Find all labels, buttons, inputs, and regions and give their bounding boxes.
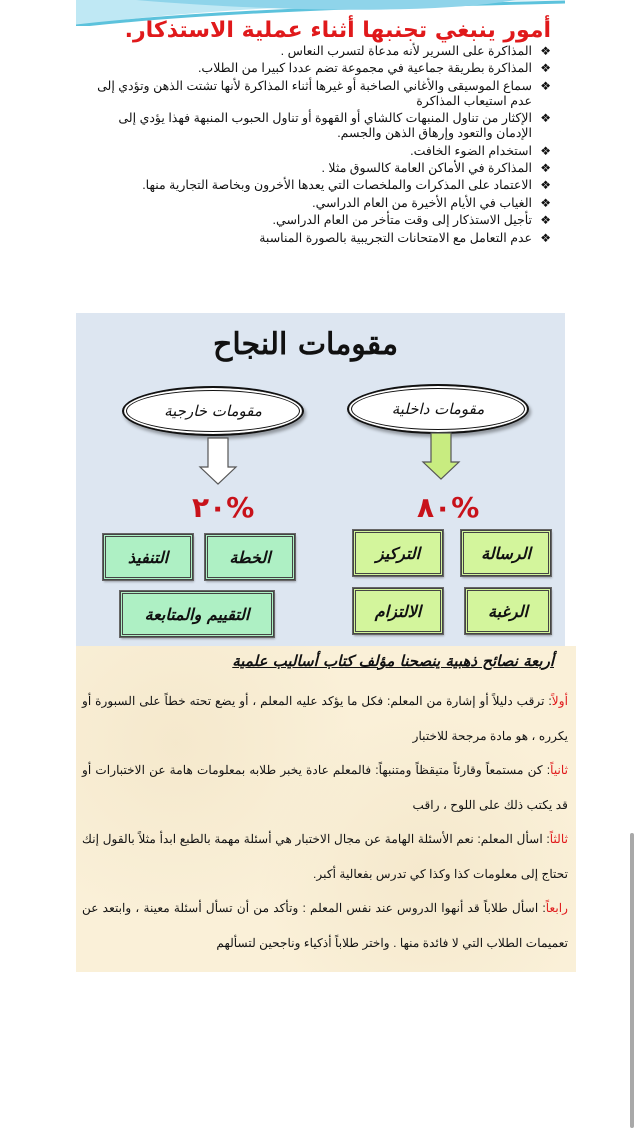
avoid-list (86, 44, 551, 248)
factor-box-commitment (353, 588, 443, 634)
tip-label: رابعاً (545, 901, 568, 915)
avoid-item (86, 79, 551, 109)
avoid-item-text: استخدام الضوء الخافت. (410, 143, 532, 158)
tip-paragraph (82, 684, 568, 753)
avoid-item-text: المذاكرة بطريقة جماعية في مجموعة تضم عددا كبيرا من الطلاب. (197, 61, 532, 76)
bullet-icon: ❖ (540, 111, 551, 126)
bullet-icon: ❖ (540, 195, 551, 210)
avoid-item-text: الغياب في الأيام الأخيرة من العام الدراسي. (312, 195, 532, 210)
internal-factors-oval (347, 384, 529, 434)
bullet-icon: ❖ (540, 143, 551, 158)
avoid-item-text: تأجيل الاستذكار إلى وقت متأخر من العام الدراسي. (272, 213, 532, 228)
tip-text: : كن مستمعاً وقارئاً متيقظاً ومتنبهاً: فالمعلم عادة يخبر طلابه بمعلومات هامة عن الاختبارات أو قد يكتب ذلك على اللوح ، راقب (82, 763, 568, 812)
factor-box-execution (103, 534, 193, 580)
bullet-icon: ❖ (540, 78, 551, 93)
avoid-item-text: عدم التعامل مع الامتحانات التجريبية بالصورة المناسبة (259, 230, 532, 245)
factor-box-mission (461, 530, 551, 576)
avoid-title: أمور ينبغي تجنبها أثناء عملية الاستذكار. (124, 18, 551, 43)
factor-box-desire (465, 588, 551, 634)
tip-paragraph (82, 891, 568, 960)
avoid-item (86, 213, 551, 228)
tip-paragraph (82, 822, 568, 891)
tips-section (76, 646, 576, 972)
tip-text: : اسأل المعلم: نعم الأسئلة الهامة عن مجال الاختبار هي أسئلة مهمة بالطبع ابدأ مثلاً بالقول إنك تحتاج إلى معلومات كذا وكذا كي تدرس بفعالية أكبر. (82, 832, 568, 881)
vertical-scrollbar[interactable] (630, 833, 634, 1128)
bullet-icon: ❖ (540, 213, 551, 228)
internal-label: مقومات داخلية (391, 400, 485, 418)
factor-box-evaluation (120, 591, 274, 637)
external-label: مقومات خارجية (164, 402, 262, 420)
avoid-item (86, 44, 551, 59)
bullet-icon: ❖ (540, 44, 551, 58)
tip-label: ثالثاً (549, 832, 568, 846)
tip-label: ثانياً (550, 763, 568, 777)
external-percent: %٢٠ (192, 491, 255, 524)
avoid-item (86, 178, 551, 193)
factor-label: التنفيذ (127, 547, 169, 567)
avoid-item (86, 144, 551, 159)
bullet-icon: ❖ (540, 230, 551, 245)
bullet-icon: ❖ (540, 160, 551, 175)
tip-text: : اسأل طلاباً قد أنهوا الدروس عند نفس المعلم : وتأكد من أن تسأل أسئلة معينة ، وابتعد عن تعميمات الطلاب التي لا فائدة منها . واختر طلاباً أذكياء وناجحين لتسألهم (82, 901, 568, 950)
factor-label: الرغبة (488, 601, 528, 621)
avoid-item-text: سماع الموسيقى والأغاني الصاخبة أو غيرها أثناء المذاكرة لأنها تشتت الذهن وتؤدي إلى عدم استيعاب المذاكرة (97, 78, 532, 108)
arrow-down-icon (421, 432, 461, 480)
avoid-item (86, 111, 551, 141)
external-factors-oval (122, 386, 304, 436)
avoid-item-text: المذاكرة في الأماكن العامة كالسوق مثلا . (321, 160, 532, 175)
tips-heading: أربعة نصائح ذهبية ينصحنا مؤلف كتاب أساليب علمية (232, 652, 554, 670)
arrow-down-icon (198, 437, 238, 485)
factor-label: الخطة (229, 547, 271, 567)
avoid-item (86, 161, 551, 176)
factor-box-focus (353, 530, 443, 576)
avoid-section (76, 0, 565, 291)
tip-label: أولاً (551, 694, 568, 708)
factor-label: التركيز (375, 543, 421, 563)
tip-text: : ترقب دليلاً أو إشارة من المعلم: فكل ما يؤكد عليه المعلم ، أو يضع تحته خطاً على السبورة أو يكرره ، هو مادة مرجحة للاختبار (82, 694, 568, 743)
factor-box-plan (205, 534, 295, 580)
bullet-icon: ❖ (540, 61, 551, 76)
avoid-item-text: المذاكرة على السرير لأنه مدعاة لتسرب النعاس . (280, 44, 532, 58)
avoid-item (86, 196, 551, 211)
factor-label: الرسالة (481, 543, 531, 563)
avoid-item (86, 61, 551, 76)
factor-label: التقييم والمتابعة (144, 604, 250, 624)
avoid-item-text: الإكثار من تناول المنبهات كالشاي أو القهوة أو تناول الحبوب المنبهة فهذا يؤدي إلى الإدمان والتعود وإرهاق الذهن والجسم. (118, 111, 532, 141)
avoid-item-text: الاعتماد على المذكرات والملخصات التي يعدها الأخرون وبخاصة التجارية منها. (142, 178, 532, 193)
factor-label: الالتزام (374, 601, 422, 621)
avoid-item (86, 231, 551, 246)
diagram-title: مقومات النجاح (212, 327, 399, 362)
bullet-icon: ❖ (540, 178, 551, 193)
success-diagram (76, 313, 565, 646)
tip-paragraph (82, 753, 568, 822)
internal-percent: %٨٠ (417, 491, 480, 524)
